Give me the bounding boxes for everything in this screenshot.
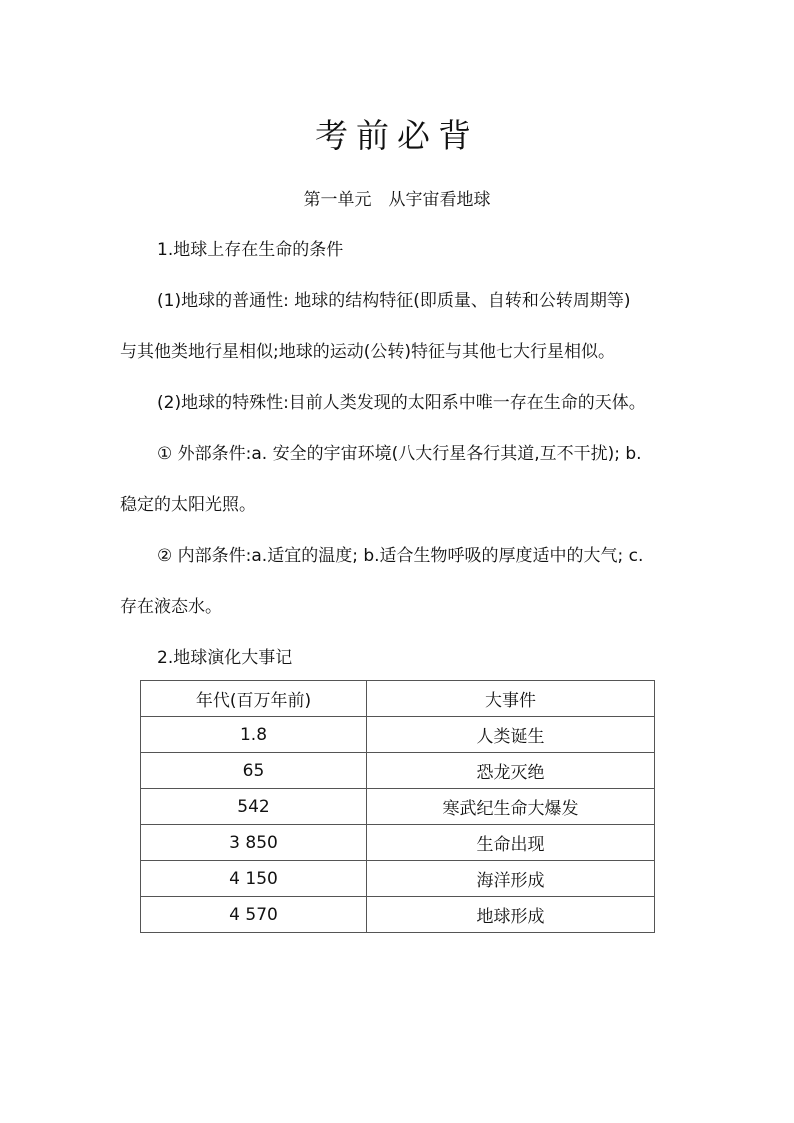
paragraph-1-line-2: 与其他类地行星相似;地球的运动(公转)特征与其他七大行星相似。	[120, 342, 615, 362]
table-cell-year: 1.8	[141, 717, 367, 753]
table-header-cell: 大事件	[367, 681, 655, 717]
table-header-cell: 年代(百万年前)	[141, 681, 367, 717]
internal-conditions-line-2: 存在液态水。	[120, 597, 222, 617]
table-row	[141, 825, 655, 861]
table-cell-event: 寒武纪生命大爆发	[367, 789, 655, 825]
table-cell-year: 542	[141, 789, 367, 825]
internal-conditions-line-1: ② 内部条件:a.适宜的温度; b.适合生物呼吸的厚度适中的大气; c.	[157, 546, 644, 566]
table-row	[141, 861, 655, 897]
table-cell-year: 4 570	[141, 897, 367, 933]
table-cell-event: 地球形成	[367, 897, 655, 933]
table-cell-event: 恐龙灭绝	[367, 753, 655, 789]
external-conditions-line-1: ① 外部条件:a. 安全的宇宙环境(八大行星各行其道,互不干扰); b.	[157, 444, 642, 464]
earth-evolution-table	[140, 680, 655, 933]
table-row	[141, 789, 655, 825]
table-cell-event: 生命出现	[367, 825, 655, 861]
table-cell-year: 3 850	[141, 825, 367, 861]
external-conditions-line-2: 稳定的太阳光照。	[120, 495, 256, 515]
page-title: 考前必背	[315, 116, 479, 155]
table-cell-event: 人类诞生	[367, 717, 655, 753]
section2-heading: 2.地球演化大事记	[157, 648, 293, 668]
table-row	[141, 717, 655, 753]
paragraph-2: (2)地球的特殊性:目前人类发现的太阳系中唯一存在生命的天体。	[157, 393, 646, 413]
table-row	[141, 897, 655, 933]
table-cell-event: 海洋形成	[367, 861, 655, 897]
table-header-row	[141, 681, 655, 717]
table-cell-year: 65	[141, 753, 367, 789]
paragraph-1-line-1: (1)地球的普通性: 地球的结构特征(即质量、自转和公转周期等)	[157, 291, 631, 311]
unit-title: 第一单元 从宇宙看地球	[303, 190, 491, 210]
section1-heading: 1.地球上存在生命的条件	[157, 240, 344, 260]
table-row	[141, 753, 655, 789]
table-cell-year: 4 150	[141, 861, 367, 897]
